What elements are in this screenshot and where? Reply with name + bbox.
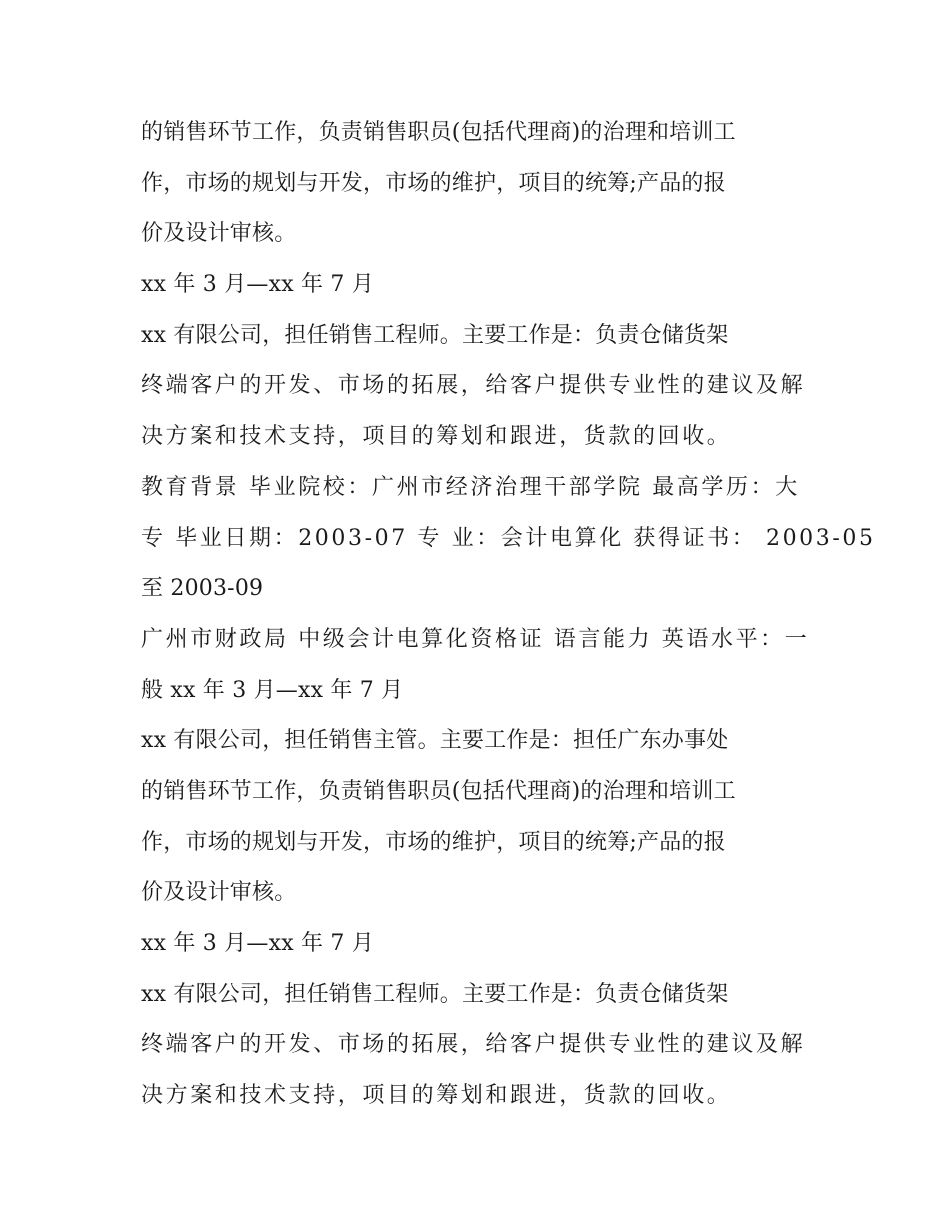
text-line: xx 有限公司，担任销售工程师。主要工作是：负责仓储货架 bbox=[141, 981, 729, 1007]
text-line: xx 有限公司，担任销售工程师。主要工作是：负责仓储货架 bbox=[141, 322, 729, 348]
text-line: 决方案和技术支持，项目的筹划和跟进，货款的回收。 bbox=[141, 1083, 732, 1109]
text-line: 价及设计审核。 bbox=[141, 880, 297, 906]
text-line: 的销售环节工作，负责销售职员(包括代理商)的治理和培训工 bbox=[141, 120, 736, 145]
date-range-line: xx 年 3 月—xx 年 7 月 bbox=[141, 272, 374, 298]
date-range-line: 般 xx 年 3 月—xx 年 7 月 bbox=[141, 677, 404, 703]
certificate-line: 广州市财政局 中级会计电算化资格证 语言能力 英语水平：一 bbox=[141, 626, 810, 652]
document-body bbox=[141, 108, 876, 1122]
education-line: 至 2003-09 bbox=[141, 576, 264, 602]
text-line: 决方案和技术支持，项目的筹划和跟进，货款的回收。 bbox=[141, 424, 732, 450]
text-line: xx 有限公司，担任销售主管。主要工作是：担任广东办事处 bbox=[141, 728, 729, 754]
text-line: 作，市场的规划与开发，市场的维护，项目的统筹;产品的报 bbox=[141, 170, 726, 196]
text-line: 价及设计审核。 bbox=[141, 221, 297, 247]
date-range-line: xx 年 3 月—xx 年 7 月 bbox=[141, 931, 374, 956]
text-line: 终端客户的开发、市场的拓展，给客户提供专业性的建议及解 bbox=[141, 373, 806, 399]
education-line: 教育背景 毕业院校：广州市经济治理干部学院 最高学历：大 bbox=[141, 474, 800, 500]
text-line: 终端客户的开发、市场的拓展，给客户提供专业性的建议及解 bbox=[141, 1032, 806, 1058]
text-line: 的销售环节工作，负责销售职员(包括代理商)的治理和培训工 bbox=[141, 778, 736, 804]
education-line: 专 毕业日期：2003-07 专 业：会计电算化 获得证书： 2003-05 bbox=[141, 525, 876, 551]
text-line: 作，市场的规划与开发，市场的维护，项目的统筹;产品的报 bbox=[141, 829, 726, 855]
